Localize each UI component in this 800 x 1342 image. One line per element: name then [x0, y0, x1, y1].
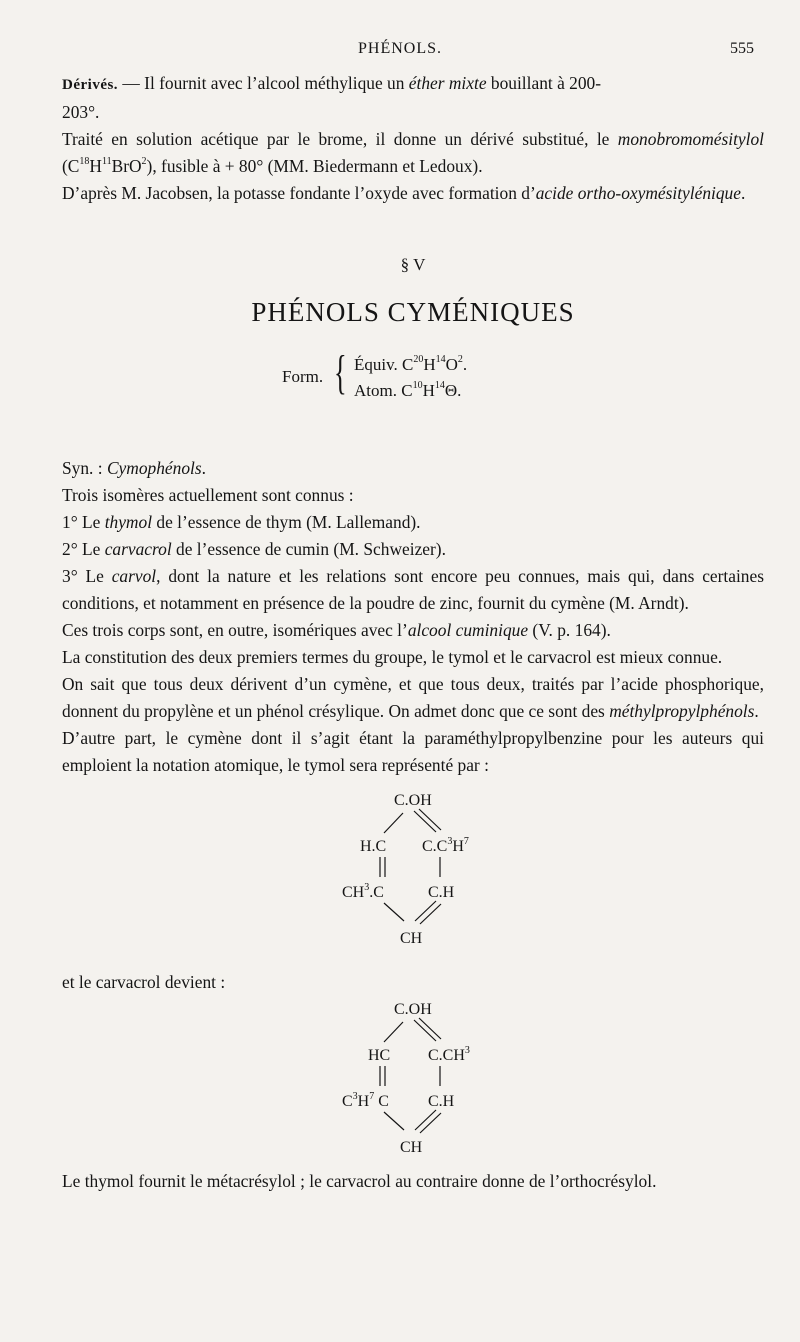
p2-text-5: ), fusible à + 80° (MM. Biedermann et Ledoux). [146, 156, 483, 176]
thymol-ru-mid: H [452, 838, 464, 855]
list-item-carvol [62, 563, 764, 617]
paragraph-final: Le thymol fournit le métacrésylol ; le carvacrol au contraire donne de l’orthocrésylol. [62, 1171, 657, 1191]
thymol-ru-prefix: C.C [422, 838, 448, 855]
equiv-c: 20 [413, 354, 424, 366]
carvacrol-structure [62, 996, 764, 1162]
atom-c: 10 [412, 380, 423, 392]
p-derive-em: méthylpropylphénols [609, 701, 755, 721]
thymol-left-upper: H.C [360, 838, 387, 855]
equiv-h: 14 [435, 354, 446, 366]
paragraph-bromine [62, 126, 764, 180]
syn-em: Cymophénols [106, 458, 202, 478]
atom-o-label: Θ [444, 381, 458, 400]
p3-text-2: . [740, 183, 746, 203]
carvacrol-bottom: CH [400, 1139, 423, 1156]
item2-text: de l’essence de cumin (M. Schweizer). [171, 539, 446, 559]
item3-prefix: 3° Le [62, 566, 112, 586]
p2-sub-2: 11 [101, 156, 112, 168]
list-item-thymol [62, 509, 764, 536]
carvacrol-ll-prefix: C [342, 1093, 353, 1110]
thymol-left-lower [342, 879, 384, 906]
p-derive-text-2: . [754, 701, 759, 721]
carvacrol-right-lower: C.H [428, 1093, 455, 1110]
bond-line [384, 1022, 403, 1042]
paragraph-autre: D’autre part, le cymène dont il s’agit étant la paraméthylpropylbenzine pour les auteurs qui emploient la notation atomique, le tymol sera représenté par : [62, 728, 764, 775]
equiv-o: 2 [457, 354, 463, 366]
page-number: 555 [730, 40, 754, 57]
paragraph-isomers-intro: Trois isomères actuellement sont connus : [62, 485, 354, 505]
thymol-right-upper [422, 833, 469, 860]
p-derive-text-1: On sait que tous deux dérivent d’un cymène, et que tous deux, traités par l’acide phosphorique, donnent du propylène et un phénol crésylique. On admet donc que ce sont des [62, 674, 764, 721]
thymol-ru-sub1: 3 [447, 835, 453, 847]
carvacrol-left-upper: HC [368, 1047, 391, 1064]
paragraph-derives [62, 70, 764, 126]
derives-line2: 203°. [62, 102, 100, 122]
formula-brace: { [334, 346, 347, 399]
carvacrol-ll-suffix: C [374, 1093, 389, 1110]
thymol-ll-suffix: .C [369, 884, 384, 901]
equiv-o-label: O [445, 355, 458, 374]
paragraph-constitution: La constitution des deux premiers termes du groupe, le tymol et le carvacrol est mieux connue. [62, 647, 723, 667]
item2-em: carvacrol [104, 539, 172, 559]
paragraph-jacobsen [62, 180, 764, 207]
p-iso-em: alcool cuminique [407, 620, 529, 640]
item1-text: de l’essence de thym (M. Lallemand). [152, 512, 421, 532]
list-item-carvacrol [62, 536, 764, 563]
thymol-structure [62, 779, 764, 969]
carvacrol-right-upper [428, 1042, 470, 1069]
equiv-end: . [462, 355, 468, 374]
thymol-right-lower: C.H [428, 884, 455, 901]
atom-h: 14 [434, 380, 445, 392]
paragraph-derive [62, 671, 764, 725]
page-body [62, 70, 764, 1195]
thymol-bottom: CH [400, 930, 423, 947]
carvacrol-caption: et le carvacrol devient : [62, 972, 226, 992]
p3-em: acide ortho-oxymésitylénique [535, 183, 741, 203]
p2-sub-3: 2 [141, 156, 147, 168]
item1-prefix: 1° Le [62, 512, 105, 532]
equiv-h-label: H [423, 355, 436, 374]
carvacrol-ru-sub: 3 [464, 1044, 470, 1056]
bond-line [384, 813, 403, 833]
bond-line [384, 903, 404, 921]
running-title: PHÉNOLS. [357, 40, 442, 57]
equiv-prefix: Équiv. C [354, 355, 414, 374]
carvacrol-left-lower [342, 1088, 389, 1115]
formula-label: Form. [282, 367, 324, 386]
section-title: PHÉNOLS CYMÉNIQUES [251, 297, 575, 327]
item2-prefix: 2° Le [62, 539, 105, 559]
derives-label: Dérivés. [62, 77, 119, 93]
syn-end: . [201, 458, 206, 478]
p-iso-text-2: (V. p. 164). [528, 620, 611, 640]
p2-text-4: BrO [111, 156, 142, 176]
p2-text-1: Traité en solution acétique par le brome, il donne un dérivé substitué, le [62, 129, 618, 149]
thymol-ll-prefix: CH [342, 884, 365, 901]
thymol-ll-sub: 3 [364, 881, 370, 893]
carvacrol-ll-sub1: 3 [352, 1090, 358, 1102]
syn-label: Syn. : [62, 458, 107, 478]
paragraph-isomeric [62, 617, 764, 644]
p2-text-2: (C [62, 156, 80, 176]
item3-em: carvol [111, 566, 157, 586]
derives-text-1: — Il fournit avec l’alcool méthylique un [118, 73, 409, 93]
carvacrol-ru-prefix: C.CH [428, 1047, 465, 1064]
atom-h-label: H [422, 381, 435, 400]
atom-end: . [457, 381, 462, 400]
derives-text-2: bouillant à 200- [486, 73, 602, 93]
p-iso-text-1: Ces trois corps sont, en outre, isomériques avec l’ [62, 620, 408, 640]
carvacrol-top: C.OH [394, 1001, 432, 1018]
formula-block [62, 345, 764, 415]
p2-text-3: H [89, 156, 102, 176]
formula-atom [354, 377, 461, 404]
item1-em: thymol [104, 512, 153, 532]
thymol-top: C.OH [394, 792, 432, 809]
p2-sub-1: 18 [79, 156, 90, 168]
p3-text-1: D’après M. Jacobsen, la potasse fondante l’oxyde avec formation d’ [62, 183, 536, 203]
derives-em: éther mixte [408, 73, 487, 93]
carvacrol-ll-mid: H [357, 1093, 370, 1110]
atom-prefix: Atom. C [354, 381, 413, 400]
section-mark: § V [400, 255, 426, 274]
p2-em: monobromomésitylol [617, 129, 764, 149]
item3-text: , dont la nature et les relations sont encore peu connues, mais qui, dans certaines conditions, et notamment en présence de la poudre de zinc, fournit du cymène (M. Arndt). [62, 566, 764, 613]
carvacrol-ll-sub2: 7 [369, 1090, 375, 1102]
formula-equiv [354, 351, 467, 378]
paragraph-syn [62, 455, 764, 482]
running-head [0, 40, 800, 62]
thymol-ru-sub2: 7 [463, 835, 469, 847]
